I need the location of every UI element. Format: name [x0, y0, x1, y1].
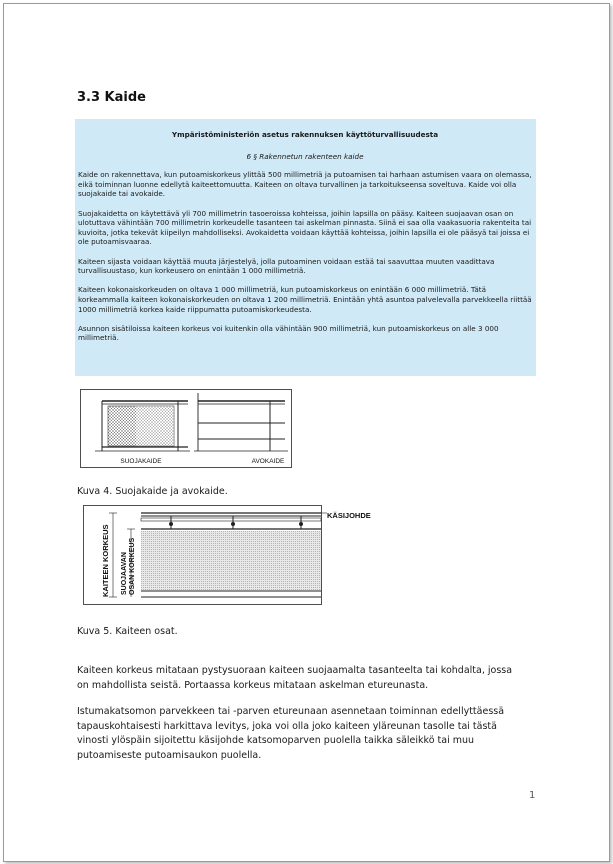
handrail-label: KÄSIJOHDE: [327, 511, 371, 520]
total-height-label: KAITEEN KORKEUS: [101, 524, 110, 597]
regulation-paragraph: Kaide on rakennettava, kun putoamiskorkeus ylittää 500 millimetriä ja putoamisen tai harhaan astumisen vaara on olemassa, eikä toiminnan luonne edellytä kaiteettomuutta. Kaiteen on oltava turvallinen ja tarkoitukseensa soveltuva. Kaide voi olla suojakaide tai avokaide.: [78, 170, 532, 199]
body-paragraph: Istumakatsomon parvekkeen tai -parven etureunaan asennetaan toiminnan edellyttäessä tapauskohtaisesti harkittava levitys, joka voi olla joko kaiteen yläreunan tasolle tai tästä vinosti ylöspäin sijoitettu käsijohde katsomoparven puolella taikka säleikkö tai muu putoamiseste putoamisaukon puolella.: [77, 706, 505, 761]
protective-height-label-1: SUOJAAVAN: [121, 552, 128, 595]
figure-caption: Kuva 4. Suojakaide ja avokaide.: [77, 486, 228, 497]
railing-parts-figure: [83, 505, 383, 605]
protective-height-label-2: OSAN KORKEUS: [129, 537, 136, 595]
regulation-paragraph: Kaiteen kokonaiskorkeuden on oltava 1 000 millimetriä, kun putoamiskorkeus on enintään 6 000 millimetriä. Tätä korkeammalla kaiteen kokonaiskorkeuden on oltava 1 200 millimetriä. Enintään yhtä asuntoa palvelevalla parvekkeella riittää 1000 millimetriä korkea kaide riippumatta putoamiskorkeudesta.: [78, 285, 532, 314]
figure-caption: Kuva 5. Kaiteen osat.: [77, 626, 178, 637]
avokaide-label: AVOKAIDE: [251, 458, 285, 465]
regulation-title: Ympäristöministeriön asetus rakennuksen käyttöturvallisuudesta: [171, 130, 439, 139]
regulation-subtitle: 6 § Rakennetun rakenteen kaide: [246, 151, 364, 161]
regulation-paragraph: Kaiteen sijasta voidaan käyttää muuta järjestelyä, jolla putoaminen voidaan estää tai saavuttaa muuten vaadittava turvallisuustaso, kun korkeusero on enintään 1 000 millimetriä.: [78, 256, 495, 276]
regulation-paragraph: Asunnon sisätiloissa kaiteen korkeus voi kuitenkin olla vähintään 900 millimetriä, kun putoamiskorkeus on alle 3 000 millimetriä.: [78, 323, 499, 343]
regulation-paragraph: Suojakaidetta on käytettävä yli 700 millimetrin tasoeroissa kohteissa, joihin lapsilla on pääsy. Kaiteen suojaavan osan on ulotuttava vähintään 700 millimetrin korkeudelle tasanteen tai askelman pinnasta. Siinä ei saa olla vaakasuoria rakenteita tai kuvioita, jotka tekevät kiipeilyn mahdolliseksi. Avokaidetta voidaan käyttää kohteissa, joihin lapsilla ei ole pääsyä tai joissa ei ole putoamisvaaraa.: [78, 208, 532, 247]
page-number: 1: [529, 790, 536, 801]
railing-types-figure: [80, 389, 292, 468]
section-heading: 3.3 Kaide: [77, 90, 146, 105]
suojakaide-label: SUOJAKAIDE: [120, 458, 162, 465]
regulation-quote-box: [75, 119, 536, 376]
body-paragraph: Kaiteen korkeus mitataan pystysuoraan kaiteen suojaamalta tasanteelta tai kohdalta, jossa on mahdollista seistä. Portaassa korkeus mitataan askelman etureunasta.: [77, 665, 513, 691]
